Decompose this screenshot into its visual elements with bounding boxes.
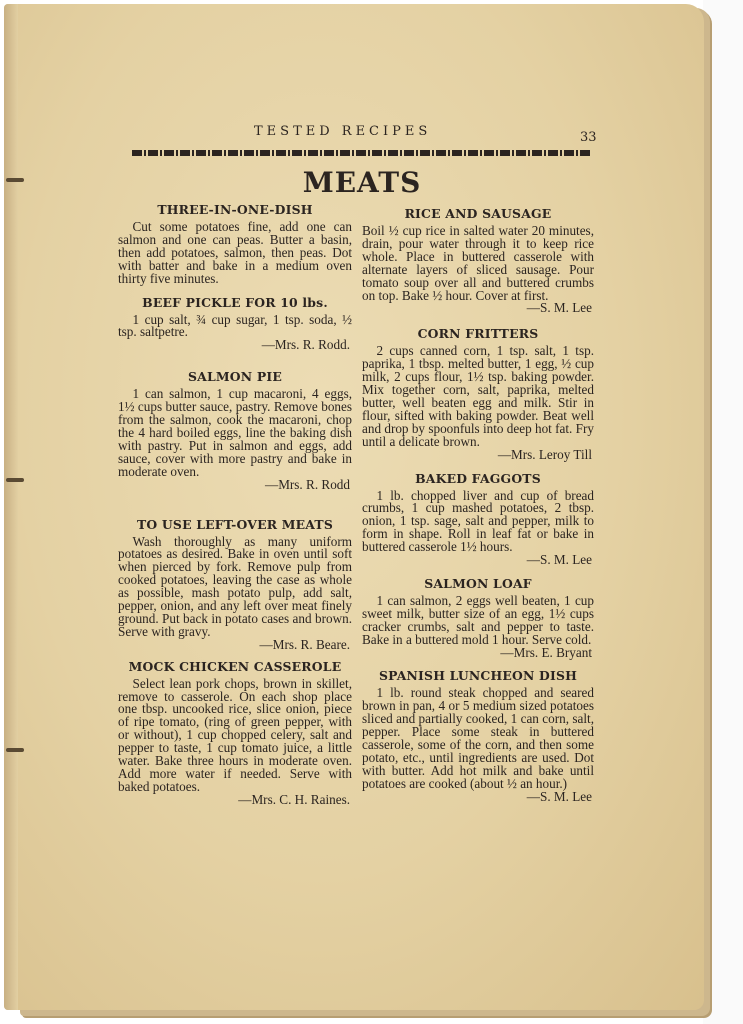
recipe-title: TO USE LEFT-OVER MEATS (136, 516, 333, 532)
recipe-body: 1 lb. round steak chopped and seared brown in pan, 4 or 5 medium sized potatoes sliced and partially cooked, 1 can corn, salt, pepper. Place some steak in buttered casserole, some of the corn, and then some potato, etc., until ingredients are used. Dot with butter. Add hot milk and bake until potatoes are cooked (about ½ an hour.) (362, 685, 594, 791)
binding-stitch (6, 478, 24, 482)
recipe-signature: —Mrs. R. Rodd. (261, 337, 350, 353)
running-head: TESTED RECIPES (254, 124, 432, 139)
recipe-body: 1 cup salt, ¾ cup sugar, 1 tsp. soda, ½ tsp. saltpetre. (118, 311, 352, 340)
recipe-body: 1 can salmon, 2 eggs well beaten, 1 cup sweet milk, butter size of an egg, 1½ cups cracker crumbs, salt and pepper to taste. Bake in a buttered mold 1 hour. Serve cold. (362, 592, 594, 647)
recipe-left-over-meats (118, 518, 352, 652)
page-number: 33 (580, 130, 597, 145)
recipe-body: 2 cups canned corn, 1 tsp. salt, 1 tsp. paprika, 1 tbsp. melted butter, 1 egg, ½ cup milk, 2 cups flour, 1½ tsp. baking powder. Mix together corn, salt, paprika, melted butter, well beaten egg and milk. Stir in flour, sifted with baking powder. Beat well and drop by spoonfuls into deep hot fat. Fry until a delicate brown. (362, 343, 594, 449)
recipe-title: SALMON PIE (188, 369, 282, 385)
recipe-body: Select lean pork chops, brown in skillet, remove to casserole. On each shop place one tbsp. uncooked rice, slice onion, piece of ripe tomato, (ring of green pepper, with or without), 1 cup chopped celery, salt and pepper to taste, 1 cup tomato juice, a little water. Bake three hours in moderate oven. Add more water if needed. Serve with baked potatoes. (118, 675, 352, 794)
recipe-title: BAKED FAGGOTS (415, 470, 541, 486)
recipe-body: 1 can salmon, 1 cup macaroni, 4 eggs, 1½ cups butter sauce, pastry. Remove bones from the salmon, cook the macaroni, chop the 4 hard boiled eggs, line the baking dish with pastry. Put in salmon and eggs, add sauce, cover with more pastry and bake in moderate oven. (118, 386, 352, 479)
recipe-salmon-pie (118, 370, 352, 491)
recipe-body: Boil ½ cup rice in salted water 20 minutes, drain, pour water through it to keep rice whole. Place in buttered casserole with alternate layers of sliced sausage. Pour tomato soup over all and buttered crumbs on top. Bake ½ hour. Cover at first. (362, 223, 594, 303)
recipe-title: SPANISH LUNCHEON DISH (378, 668, 578, 684)
recipe-body: Wash thoroughly as many uniform potatoes as desired. Bake in oven until soft when pierced by fork. Remove pulp from cooked potatoes, leaving the case as whole as possible, mash potato pulp, add salt, pepper, onion, and any left over meat finely ground. Put back in potato cases and brown. Serve with gravy. (118, 533, 352, 639)
right-column (362, 207, 594, 804)
recipe-baked-faggots (362, 472, 594, 567)
recipe-mock-chicken-casserole (118, 660, 352, 807)
recipe-corn-fritters (362, 327, 594, 461)
binding-stitch (6, 748, 24, 752)
decorative-rule (132, 150, 590, 156)
recipe-title: SALMON LOAF (424, 575, 532, 591)
recipe-title: CORN FRITTERS (417, 326, 539, 342)
recipe-beef-pickle (118, 296, 352, 353)
recipe-signature: —S. M. Lee (526, 300, 592, 316)
recipe-body: 1 lb. chopped liver and cup of bread crumbs, 1 cup mashed potatoes, 2 tbsp. onion, 1 tsp. sage, salt and pepper, milk to form in shape. Roll in leaf fat or bake in buttered casserole 1½ hours. (362, 487, 594, 555)
recipe-title: RICE AND SAUSAGE (404, 206, 552, 221)
recipe-signature: —S. M. Lee (526, 788, 592, 804)
recipe-signature: —Mrs. Leroy Till (497, 446, 592, 462)
recipe-body: Cut some potatoes fine, add one can salmon and one can peas. Butter a basin, then add potatoes, salmon, then peas. Dot with batter and bake in a medium oven thirty five minutes. (118, 219, 352, 286)
page-binding (4, 4, 18, 1010)
recipe-signature: —Mrs. C. H. Raines. (238, 791, 350, 807)
section-title: MEATS (302, 166, 422, 199)
recipe-spanish-luncheon-dish (362, 669, 594, 803)
recipe-signature: —S. M. Lee (526, 552, 592, 568)
recipe-signature: —Mrs. E. Bryant (500, 644, 592, 660)
left-column (118, 203, 352, 807)
recipe-title: MOCK CHICKEN CASSEROLE (128, 658, 342, 674)
recipe-title: THREE-IN-ONE-DISH (157, 202, 313, 217)
recipe-signature: —Mrs. R. Beare. (259, 636, 350, 652)
recipe-signature: —Mrs. R. Rodd (265, 476, 350, 492)
recipe-title: BEEF PICKLE FOR 10 lbs. (142, 294, 328, 310)
recipe-three-in-one-dish (118, 203, 352, 286)
recipe-salmon-loaf (362, 577, 594, 660)
recipe-rice-and-sausage (362, 207, 594, 315)
